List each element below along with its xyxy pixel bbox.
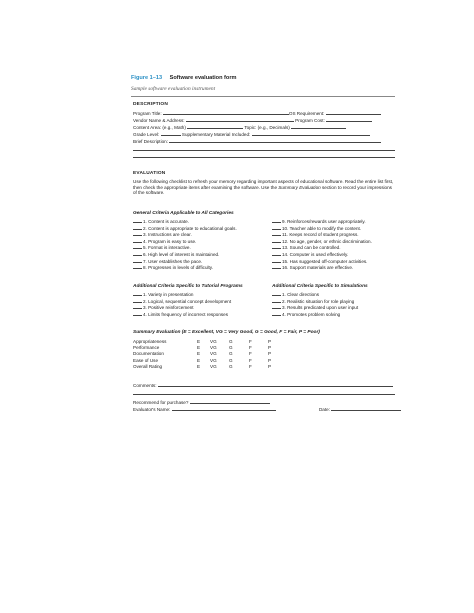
tutorial-criteria-heading: Additional Criteria Specific to Tutorial Programs bbox=[133, 284, 243, 289]
os-requirement-field[interactable] bbox=[326, 110, 381, 115]
checkbox-blank[interactable] bbox=[272, 311, 281, 316]
checkbox-blank[interactable] bbox=[272, 258, 281, 263]
summary-heading: Summary Evaluation (E = Excellent, VG = Very Good, G = Good, F = Fair, P = Poor) bbox=[133, 330, 320, 335]
checkbox-blank[interactable] bbox=[272, 298, 281, 303]
grade-level-row bbox=[133, 131, 370, 138]
grade-level-label: Grade Level: bbox=[133, 132, 160, 137]
criterion-label: 1. Clear directions bbox=[282, 292, 320, 297]
criterion-label: 2. Realistic situation for role playing bbox=[282, 298, 355, 304]
figure-number: Figure 1–13 bbox=[131, 75, 163, 81]
recommend-field[interactable] bbox=[190, 399, 270, 404]
topic-label: Topic: (e.g., Decimals) bbox=[244, 125, 290, 130]
checkbox-blank[interactable] bbox=[272, 218, 281, 223]
rating-option[interactable]: G bbox=[229, 363, 233, 369]
rating-option[interactable]: VG bbox=[210, 351, 217, 357]
program-title-field[interactable] bbox=[163, 110, 289, 115]
comments-row bbox=[133, 382, 393, 389]
rating-option[interactable]: G bbox=[229, 339, 233, 344]
criterion-label: 5. Format is interactive. bbox=[143, 245, 191, 251]
program-title-label: Program Title: bbox=[133, 111, 162, 116]
criterion-label: 8. Progresses in levels of difficulty. bbox=[143, 265, 214, 271]
checkbox-blank[interactable] bbox=[133, 244, 142, 249]
criterion-label: 14. Computer is used effectively. bbox=[282, 252, 349, 257]
instructions-text-1: Use the following checklist to refresh your memory regarding important aspects of educational software. Read the entire list first, then check the appropriate items after examining the software. Use the bbox=[133, 179, 394, 190]
criterion-label: 12. No age, gender, or ethnic discrimination. bbox=[282, 238, 372, 244]
checkbox-blank[interactable] bbox=[272, 244, 281, 249]
checkbox-blank[interactable] bbox=[133, 298, 142, 303]
content-area-row bbox=[133, 124, 346, 131]
rating-option[interactable]: P bbox=[268, 363, 272, 369]
comments-field[interactable] bbox=[158, 382, 393, 387]
program-cost-field[interactable] bbox=[326, 117, 372, 122]
criterion-label: 2. Content is appropriate to educational goals. bbox=[143, 225, 237, 231]
os-requirement-label: OS Requirement: bbox=[288, 111, 325, 116]
date-label: Date: bbox=[318, 407, 330, 412]
rating-option[interactable]: E bbox=[197, 345, 201, 351]
summary-category: Performance bbox=[133, 345, 160, 351]
grade-level-field[interactable] bbox=[161, 131, 181, 136]
rating-option[interactable]: F bbox=[249, 339, 252, 344]
checkbox-blank[interactable] bbox=[272, 304, 281, 309]
brief-description-label: Brief Description: bbox=[133, 139, 168, 144]
criterion-label: 3. Positive reinforcement bbox=[143, 305, 194, 311]
simulation-criteria-heading: Additional Criteria Specific to Simulations bbox=[272, 284, 368, 289]
rating-option[interactable]: E bbox=[197, 363, 201, 369]
evaluation-form bbox=[131, 96, 395, 412]
criterion-label: 13. Sound can be controlled. bbox=[282, 245, 341, 251]
rating-option[interactable]: F bbox=[249, 357, 252, 363]
figure-title-text: Software evaluation form bbox=[169, 75, 237, 81]
general-criteria-heading: General Criteria Applicable to All Categories bbox=[133, 211, 234, 216]
criterion-label: 11. Keeps record of student progress. bbox=[282, 232, 359, 238]
rating-option[interactable]: P bbox=[268, 345, 272, 351]
summary-category: Overall Rating bbox=[133, 363, 163, 369]
criterion-label: 16. Support materials are effective. bbox=[282, 265, 354, 271]
brief-description-row bbox=[133, 138, 381, 145]
recommend-row bbox=[133, 399, 270, 406]
content-area-label: Content Area: (e.g., Math) bbox=[133, 125, 186, 130]
criterion-label: 4. Limits frequency of incorrect responses bbox=[143, 311, 229, 317]
supplementary-label: Supplementary Material Included: bbox=[181, 132, 251, 137]
rating-option[interactable]: VG bbox=[210, 345, 217, 351]
criterion-item bbox=[133, 264, 213, 271]
checkbox-blank[interactable] bbox=[272, 231, 281, 236]
content-area-field[interactable] bbox=[187, 124, 243, 129]
criterion-label: 1. Content is accurate. bbox=[143, 219, 189, 224]
checkbox-blank[interactable] bbox=[133, 231, 142, 236]
comments-line[interactable] bbox=[133, 394, 395, 395]
program-title-row bbox=[133, 110, 381, 117]
rating-option[interactable]: G bbox=[229, 357, 233, 363]
instructions-text-2: section to record your impressions of the software. bbox=[133, 184, 392, 196]
rating-option[interactable]: VG bbox=[210, 339, 217, 344]
rating-option[interactable]: VG bbox=[210, 363, 217, 369]
vendor-field[interactable] bbox=[186, 117, 294, 122]
checkbox-blank[interactable] bbox=[133, 291, 142, 296]
summary-category: Ease of Use bbox=[133, 357, 159, 363]
evaluator-row bbox=[133, 406, 401, 413]
criterion-label: 9. Reinforces/rewards user appropriately. bbox=[282, 219, 366, 224]
criterion-label: 4. Program is easy to use. bbox=[143, 238, 197, 244]
criterion-label: 3. Instructions are clear. bbox=[143, 232, 192, 238]
instructions-italic: Summary Evaluation bbox=[278, 184, 321, 190]
evaluator-field[interactable] bbox=[172, 406, 276, 411]
program-cost-label: Program Cost: bbox=[295, 118, 325, 123]
checkbox-blank[interactable] bbox=[133, 218, 142, 223]
figure-title bbox=[131, 75, 236, 81]
checkbox-blank[interactable] bbox=[133, 304, 142, 309]
description-heading: DESCRIPTION bbox=[133, 102, 168, 107]
rating-option[interactable]: P bbox=[268, 339, 272, 344]
figure-caption: Sample software evaluation instrument bbox=[131, 86, 216, 92]
rating-option[interactable]: P bbox=[268, 357, 272, 363]
rating-option[interactable]: F bbox=[249, 345, 252, 351]
topic-field[interactable] bbox=[291, 124, 346, 129]
summary-category: Appropriateness bbox=[133, 339, 167, 344]
criterion-label: 2. Logical, sequential concept development bbox=[143, 298, 232, 304]
checkbox-blank[interactable] bbox=[272, 251, 281, 256]
tutorial-criterion-item bbox=[133, 311, 228, 318]
evaluator-label: Evaluator's Name: bbox=[133, 407, 171, 412]
checkbox-blank[interactable] bbox=[133, 264, 142, 269]
checkbox-blank[interactable] bbox=[133, 258, 142, 263]
rating-option[interactable]: G bbox=[229, 345, 233, 351]
rating-option[interactable]: VG bbox=[210, 357, 217, 363]
checkbox-blank[interactable] bbox=[272, 238, 281, 243]
criterion-label: 3. Results predicated upon user input bbox=[282, 305, 359, 311]
checkbox-blank[interactable] bbox=[272, 291, 281, 296]
rating-option[interactable]: E bbox=[197, 357, 201, 363]
criterion-label: 7. User establishes the pace. bbox=[143, 258, 203, 264]
checkbox-blank[interactable] bbox=[133, 311, 142, 316]
rating-option[interactable]: F bbox=[249, 351, 252, 357]
rating-option[interactable]: F bbox=[249, 363, 252, 369]
date-field[interactable] bbox=[331, 406, 401, 411]
rating-option[interactable]: P bbox=[268, 351, 272, 357]
checkbox-blank[interactable] bbox=[272, 264, 281, 269]
vendor-row bbox=[133, 117, 372, 124]
criterion-label: 4. Promotes problem solving bbox=[282, 311, 341, 317]
criterion-label: 6. High level of interest is maintained. bbox=[143, 252, 220, 257]
criterion-label: 1. Variety in presentation bbox=[143, 292, 194, 297]
vendor-label: Vendor Name & Address: bbox=[133, 118, 185, 123]
evaluation-instructions bbox=[133, 179, 395, 196]
criterion-item bbox=[272, 264, 353, 271]
criterion-label: 10. Teacher able to modify the content. bbox=[282, 225, 362, 231]
comments-label: Comments: bbox=[133, 383, 157, 388]
checkbox-blank[interactable] bbox=[133, 225, 142, 230]
checkbox-blank[interactable] bbox=[272, 225, 281, 230]
checkbox-blank[interactable] bbox=[133, 238, 142, 243]
rating-option[interactable]: E bbox=[197, 351, 201, 357]
rating-option[interactable]: E bbox=[197, 339, 201, 344]
simulation-criterion-item bbox=[272, 311, 340, 318]
criterion-label: 15. Has suggested off-computer activities. bbox=[282, 258, 368, 264]
brief-description-field[interactable] bbox=[169, 138, 381, 143]
description-line[interactable] bbox=[133, 150, 395, 151]
supplementary-field[interactable] bbox=[252, 131, 370, 136]
rating-option[interactable]: G bbox=[229, 351, 233, 357]
evaluation-heading: EVALUATION bbox=[133, 171, 166, 176]
summary-category: Documentation bbox=[133, 351, 164, 357]
recommend-label: Recommend for purchase? bbox=[133, 400, 189, 405]
description-line[interactable] bbox=[133, 157, 395, 158]
checkbox-blank[interactable] bbox=[133, 251, 142, 256]
